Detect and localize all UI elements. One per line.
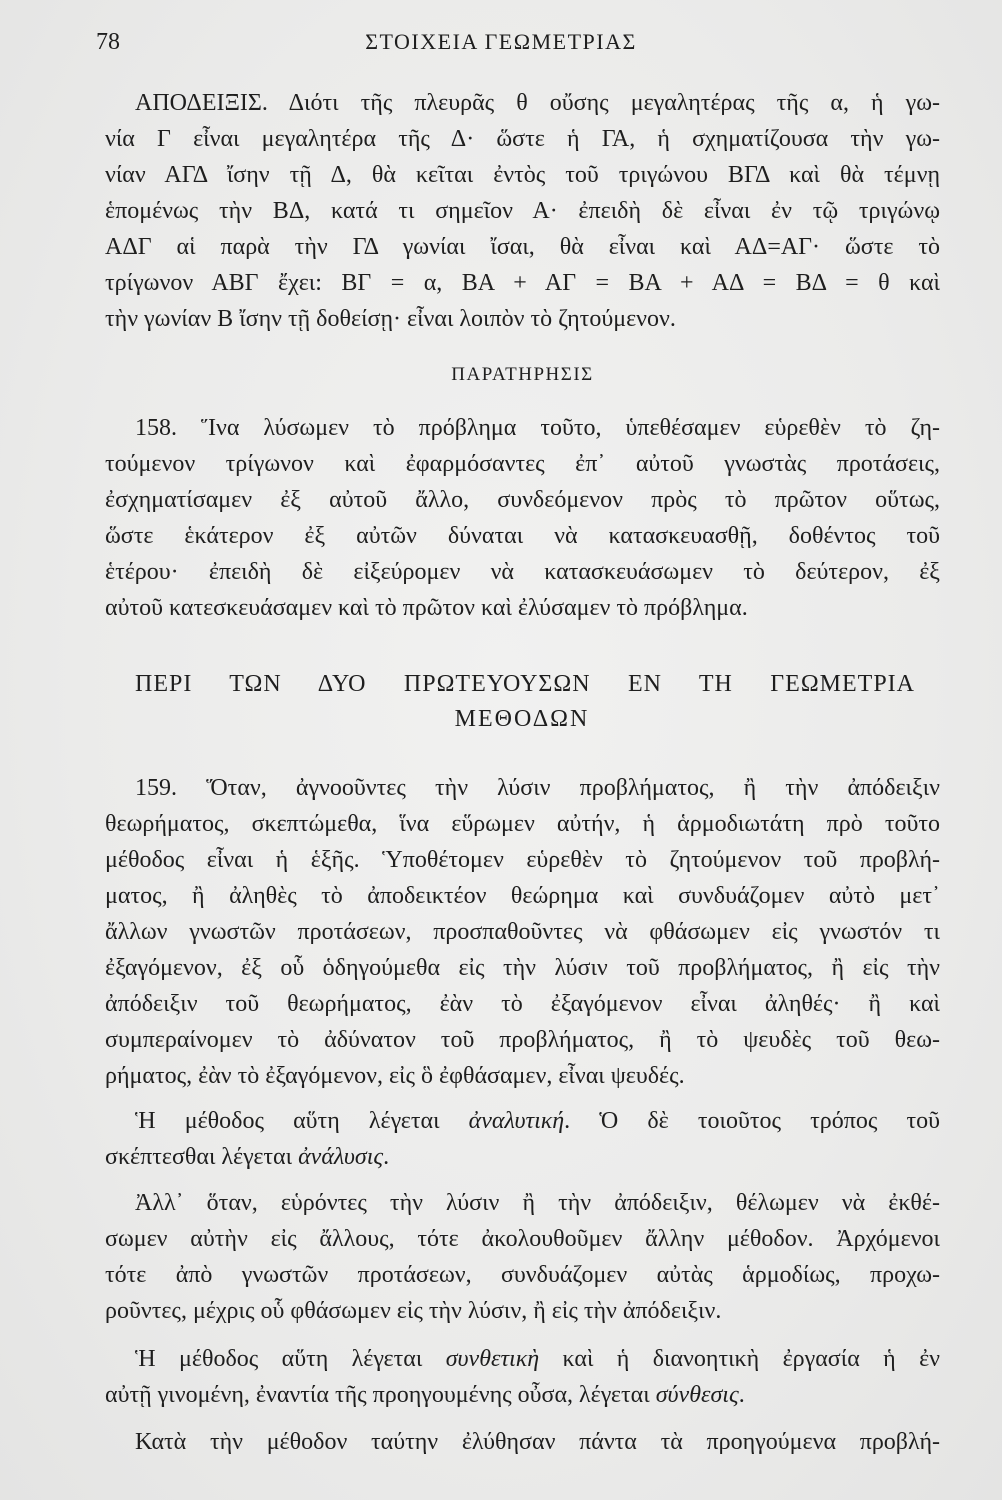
text-line: νίαν ΑΓΔ ἴσην τῇ Δ, θὰ κεῖται ἐντὸς τοῦ τριγώνου ΒΓΔ καὶ θὰ τέμνῃ	[105, 162, 940, 188]
text-line: τότε ἀπὸ γνωστῶν προτάσεων, συνδυάζομεν αὐτὰς ἁρμοδίως, προχω-	[105, 1262, 940, 1288]
text-line: 158. Ἵνα λύσωμεν τὸ πρόβλημα τοῦτο, ὑπεθέσαμεν εὑρεθὲν τὸ ζη-	[135, 415, 940, 441]
text-line: Ἀλλ᾽ ὅταν, εὑρόντες τὴν λύσιν ἢ τὴν ἀπόδειξιν, θέλωμεν νὰ ἐκθέ-	[135, 1190, 940, 1216]
text-segment: αὐτῇ γινομένη, ἐναντία τῆς προηγουμένης οὖσα, λέγεται	[105, 1382, 656, 1408]
italic-term: ἀναλυτική	[468, 1108, 565, 1134]
text-line: 159. Ὅταν, ἀγνοοῦντες τὴν λύσιν προβλήματος, ἢ τὴν ἀπόδειξιν	[135, 775, 940, 801]
remark-heading: ΠΑΡΑΤΗΡΗΣΙΣ	[451, 364, 594, 385]
text-line: ΑΠΟΔΕΙΞΙΣ. Διότι τῆς πλευρᾶς θ οὔσης μεγαλητέρας τῆς α, ἡ γω-	[135, 90, 940, 116]
text-line: ἄλλων γνωστῶν προτάσεων, προσπαθοῦντες νὰ φθάσωμεν εἰς γνωστόν τι	[105, 919, 940, 945]
text-line: τρίγωνον ΑΒΓ ἔχει: ΒΓ = α, ΒΑ + ΑΓ = ΒΑ + ΑΔ = ΒΔ = θ καὶ	[105, 270, 940, 296]
section-heading-line: ΠΕΡΙ ΤΩΝ ΔΥΟ ΠΡΩΤΕΥΟΥΣΩΝ ΕΝ ΤΗ ΓΕΩΜΕΤΡΙΑ	[135, 671, 915, 697]
text-line: ἐξαγόμενον, ἐξ οὗ ὁδηγούμεθα εἰς τὴν λύσιν τοῦ προβλήματος, ἢ εἰς τὴν	[105, 955, 940, 981]
text-segment: Ἡ μέθοδος αὕτη λέγεται	[135, 1108, 469, 1134]
text-line: σωμεν αὐτὴν εἰς ἄλλους, τότε ἀκολουθοῦμεν ἄλλην μέθοδον. Ἀρχόμενοι	[105, 1226, 940, 1252]
text-segment: .	[383, 1144, 390, 1170]
text-line: ἑπομένως τὴν ΒΔ, κατά τι σημεῖον Α· ἐπειδὴ δὲ εἶναι ἐν τῷ τριγώνῳ	[105, 198, 940, 224]
text-line: συμπεραίνομεν τὸ ἀδύνατον τοῦ προβλήματος, ἢ τὸ ψευδὲς τοῦ θεω-	[105, 1027, 940, 1053]
text-line: ρήματος, ἐὰν τὸ ἐξαγόμενον, εἰς ὃ ἐφθάσαμεν, εἶναι ψευδές.	[105, 1063, 685, 1089]
paragraph-159	[105, 770, 940, 1094]
italic-term: συνθετικὴ	[445, 1346, 540, 1372]
text-line	[105, 1139, 940, 1175]
text-line: ἑτέρου· ἐπειδὴ δὲ εἰξεύρομεν νὰ κατασκευάσωμεν τὸ δεύτερον, ἐξ	[105, 559, 940, 585]
text-line: ὥστε ἑκάτερον ἐξ αὐτῶν δύναται νὰ κατασκευασθῇ, δοθέντος τοῦ	[105, 523, 940, 549]
text-line: μέθοδος εἶναι ἡ ἑξῆς. Ὑποθέτομεν εὑρεθὲν τὸ ζητούμενον τοῦ προβλή-	[105, 847, 940, 873]
italic-term: σύνθεσις	[655, 1382, 739, 1408]
text-segment: Ἡ μέθοδος αὕτη λέγεται	[135, 1346, 446, 1372]
running-title: ΣΤΟΙΧΕΙΑ ΓΕΩΜΕΤΡΙΑΣ	[365, 29, 637, 54]
text-segment: .	[738, 1382, 745, 1408]
text-segment: καὶ ἡ διανοητικὴ ἐργασία ἡ ἐν	[539, 1346, 940, 1372]
text-line	[105, 1103, 940, 1139]
proof-paragraph	[105, 85, 940, 337]
section-heading-line: ΜΕΘΟΔΩΝ	[454, 706, 590, 732]
text-line	[105, 1377, 940, 1413]
text-line	[105, 1341, 940, 1377]
text-line: τὴν γωνίαν Β ἴσην τῇ δοθείσῃ· εἶναι λοιπὸν τὸ ζητούμενον.	[105, 306, 676, 332]
text-line: ἀπόδειξιν τοῦ θεωρήματος, ἐὰν τὸ ἐξαγόμενον εἶναι ἀληθές· ἢ καὶ	[105, 991, 940, 1017]
text-line: Κατὰ τὴν μέθοδον ταύτην ἐλύθησαν πάντα τὰ προηγούμενα προβλή-	[135, 1429, 940, 1455]
closing-paragraph	[105, 1424, 940, 1460]
text-line: ΑΔΓ αἱ παρὰ τὴν ΓΔ γωνίαι ἴσαι, θὰ εἶναι καὶ ΑΔ=ΑΓ· ὥστε τὸ	[105, 234, 940, 260]
text-line: ματος, ἢ ἀληθὲς τὸ ἀποδεικτέον θεώρημα καὶ συνδυάζομεν αὐτὸ μετ᾽	[105, 883, 940, 909]
text-segment: σκέπτεσθαι λέγεται	[105, 1144, 299, 1170]
text-line: ἐσχηματίσαμεν ἐξ αὐτοῦ ἄλλο, συνδεόμενον πρὸς τὸ πρῶτον οὕτως,	[105, 487, 940, 513]
synthesis-intro-paragraph	[105, 1185, 940, 1329]
page-number: 78	[96, 29, 120, 55]
analysis-paragraph	[105, 1103, 940, 1175]
text-line: αὐτοῦ κατεσκευάσαμεν καὶ τὸ πρῶτον καὶ ἐλύσαμεν τὸ πρόβλημα.	[105, 595, 748, 621]
remark-paragraph	[105, 410, 940, 626]
text-segment: . Ὁ δὲ τοιοῦτος τρόπος τοῦ	[564, 1108, 940, 1134]
text-line: ροῦντες, μέχρις οὗ φθάσωμεν εἰς τὴν λύσιν, ἢ εἰς τὴν ἀπόδειξιν.	[105, 1298, 722, 1324]
italic-term: ἀνάλυσις	[298, 1144, 384, 1170]
text-line: τούμενον τρίγωνον καὶ ἐφαρμόσαντες ἐπ᾽ αὐτοῦ γνωστὰς προτάσεις,	[105, 451, 940, 477]
text-line: θεωρήματος, σκεπτώμεθα, ἵνα εὕρωμεν αὐτήν, ἡ ἁρμοδιωτάτη πρὸ τοῦτο	[105, 811, 940, 837]
text-line: νία Γ εἶναι μεγαλητέρα τῆς Δ· ὥστε ἡ ΓΑ, ἡ σχηματίζουσα τὴν γω-	[105, 126, 940, 152]
synthesis-paragraph	[105, 1341, 940, 1413]
section-heading	[135, 667, 915, 737]
